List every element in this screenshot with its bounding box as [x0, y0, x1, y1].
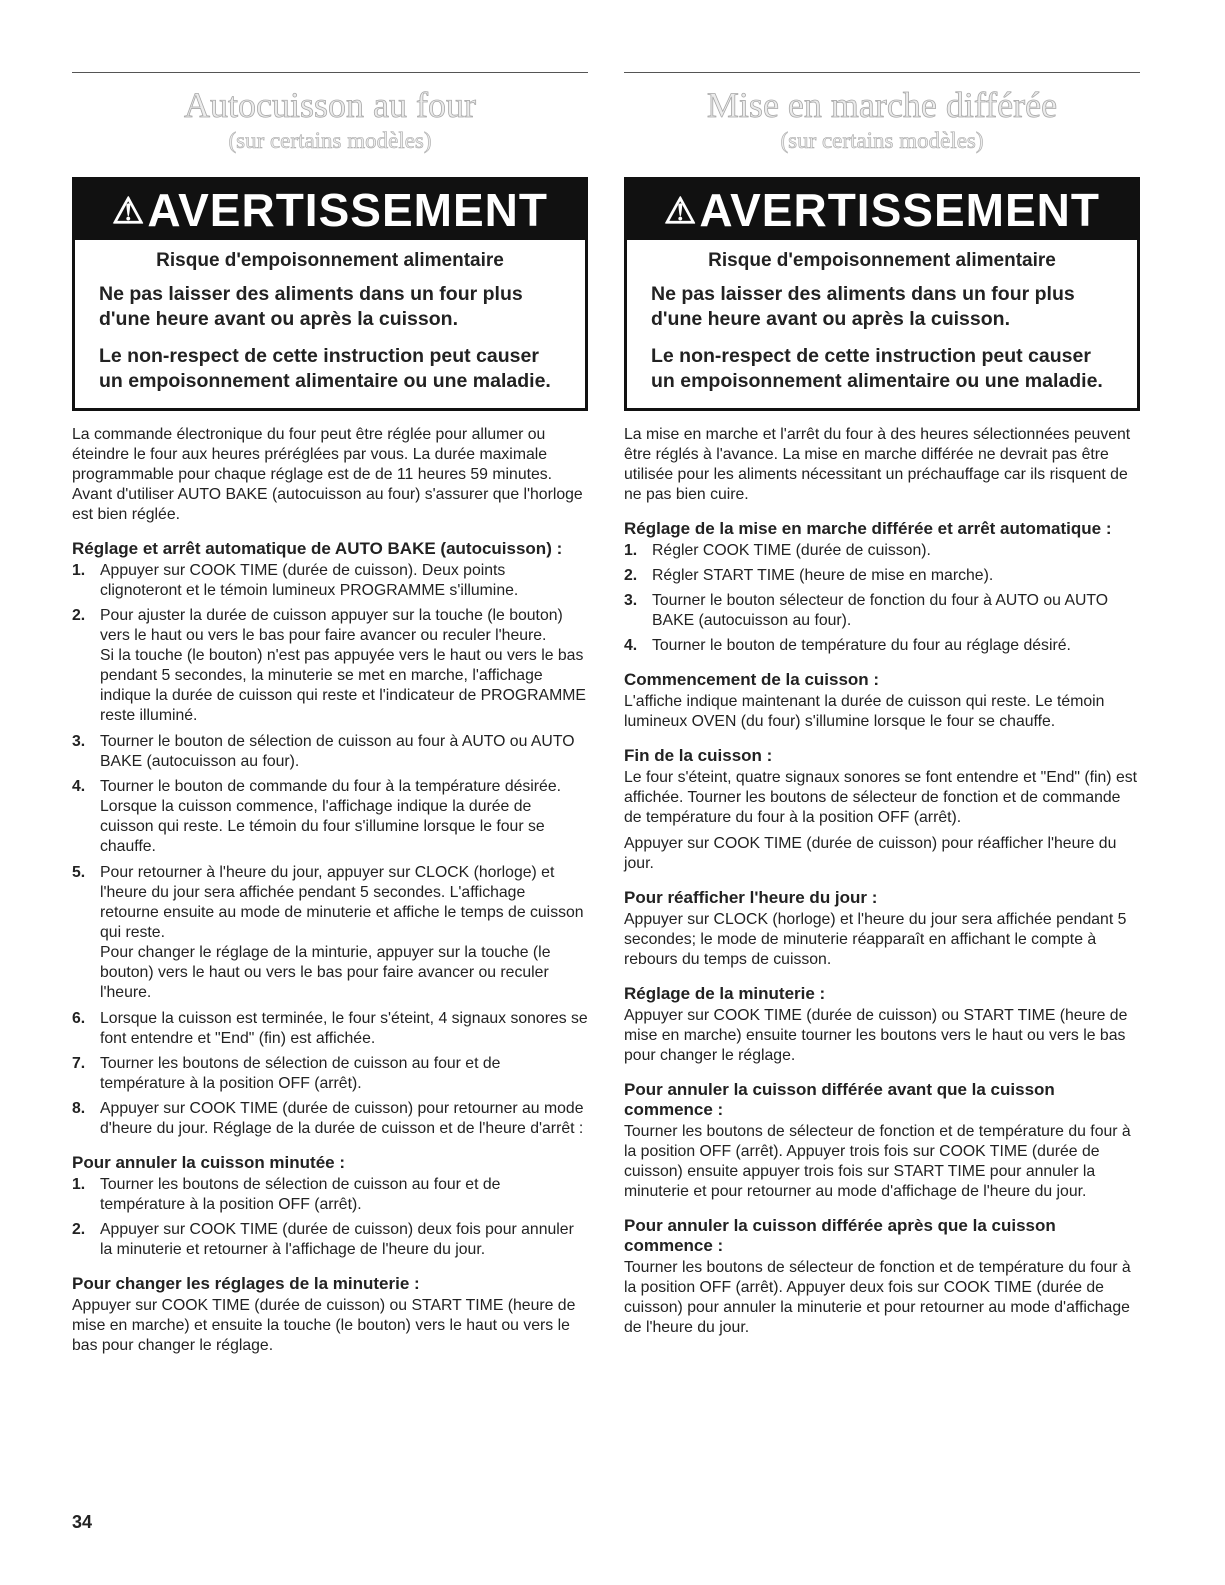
list-number: 8.: [72, 1100, 86, 1117]
list-number: 6.: [72, 1010, 86, 1027]
list-number: 1.: [72, 1176, 86, 1193]
list-item-text: Appuyer sur COOK TIME (durée de cuisson). Deux points clignoteront et le témoin lumineux PROGRAMME s'illumine.: [100, 562, 519, 599]
warning-paragraph: Ne pas laisser des aliments dans un four plus d'une heure avant ou après la cuisson.: [99, 283, 523, 330]
warning-box: [624, 177, 1140, 411]
top-rule: [72, 72, 588, 73]
list-item: [72, 1099, 588, 1139]
list-item: [624, 591, 1140, 631]
section-subtitle: (sur certains modèles): [780, 128, 984, 153]
numbered-list: [72, 561, 588, 1139]
list-number: 3.: [72, 733, 86, 750]
paragraph: Appuyer sur COOK TIME (durée de cuisson) pour réafficher l'heure du jour.: [624, 835, 1117, 872]
list-item: [72, 606, 588, 726]
paragraph: La mise en marche et l'arrêt du four à des heures sélectionnées peuvent être réglés à l'avance. La mise en marche différée ne devrait pas être utilisée pour les aliments nécessitant un préchauffage car ils risquent de ne pas bien cuire.: [624, 426, 1131, 503]
list-number: 2.: [72, 1221, 86, 1238]
warning-triangle-icon: ⚠: [664, 190, 698, 231]
warning-triangle-icon: ⚠: [112, 190, 146, 231]
list-item: [72, 863, 588, 1003]
list-item: [72, 777, 588, 857]
list-item: [72, 561, 588, 601]
list-item: [72, 1009, 588, 1049]
list-number: 4.: [72, 778, 86, 795]
warning-box: [72, 177, 588, 411]
warning-subheading: Risque d'empoisonnement alimentaire: [156, 250, 504, 271]
section-title: Mise en marche différée: [706, 85, 1058, 125]
list-item-text: Tourner les boutons de sélection de cuisson au four et de température à la position OFF (arrêt).: [100, 1176, 501, 1213]
warning-header: [627, 180, 1137, 240]
list-item-text: Tourner les boutons de sélection de cuisson au four et de température à la position OFF (arrêt).: [100, 1055, 501, 1092]
paragraph: Appuyer sur CLOCK (horloge) et l'heure du jour sera affichée pendant 5 secondes; le mode de minuterie réapparaît en affichant le compte à rebours du temps de cuisson.: [624, 911, 1127, 968]
list-item-text: Tourner le bouton de commande du four à la température désirée.: [100, 778, 562, 795]
list-item: [624, 636, 1140, 656]
paragraph: L'affiche indique maintenant la durée de cuisson qui reste. Le témoin lumineux OVEN (du four) s'illumine lorsque le four se chauffe.: [624, 693, 1105, 730]
list-item-text: Appuyer sur COOK TIME (durée de cuisson) pour retourner au mode d'heure du jour. Réglage de la durée de cuisson et de l'heure d'arrêt :: [100, 1100, 584, 1137]
list-item-text: Appuyer sur COOK TIME (durée de cuisson) deux fois pour annuler la minuterie et retourner à l'affichage de l'heure du jour.: [100, 1221, 574, 1258]
paragraph: Appuyer sur COOK TIME (durée de cuisson) ou START TIME (heure de mise en marche) et ensuite la touche (le bouton) vers le haut ou vers le bas pour changer le réglage.: [72, 1297, 576, 1354]
warning-heading: AVERTISSEMENT: [699, 184, 1100, 236]
list-item-note: Pour changer le réglage de la minturie, appuyer sur la touche (le bouton) vers le haut ou vers le bas pour faire avancer ou reculer l'heure.: [100, 944, 551, 1001]
list-item: [624, 541, 1140, 561]
numbered-list: [72, 1175, 588, 1260]
subheading: Réglage de la minuterie :: [624, 984, 826, 1003]
warning-body: [627, 240, 1137, 408]
numbered-list: [624, 541, 1140, 656]
body-text: [624, 425, 1140, 1338]
list-number: 1.: [72, 562, 86, 579]
warning-paragraph: Ne pas laisser des aliments dans un four plus d'une heure avant ou après la cuisson.: [651, 283, 1075, 330]
subheading: Réglage et arrêt automatique de AUTO BAKE (autocuisson) :: [72, 539, 563, 558]
list-item: [72, 1054, 588, 1094]
subheading: Commencement de la cuisson :: [624, 670, 880, 689]
warning-subheading: Risque d'empoisonnement alimentaire: [708, 250, 1056, 271]
list-number: 2.: [624, 567, 638, 584]
list-item-text: Tourner le bouton de température du four au réglage désiré.: [652, 637, 1071, 654]
list-item-text: Pour retourner à l'heure du jour, appuyer sur CLOCK (horloge) et l'heure du jour sera affichée pendant 5 secondes. L'affichage retourne ensuite au mode de minuterie et affiche le temps de cuisson qui reste.: [100, 864, 584, 941]
warning-body: [75, 240, 585, 408]
list-item-text: Régler START TIME (heure de mise en marche).: [652, 567, 994, 584]
top-rule: [624, 72, 1140, 73]
list-item: [72, 732, 588, 772]
list-item: [72, 1220, 588, 1260]
warning-paragraph: Le non-respect de cette instruction peut causer un empoisonnement alimentaire ou une maladie.: [99, 345, 551, 392]
paragraph: La commande électronique du four peut être réglée pour allumer ou éteindre le four aux heures préréglées par vous. La durée maximale programmable pour chaque réglage est de de 11 heures 59 minutes. Avant d'utiliser AUTO BAKE (autocuisson au four) s'assurer que l'horloge est bien réglée.: [72, 426, 583, 523]
right-column: [624, 0, 1140, 1344]
paragraph: Le four s'éteint, quatre signaux sonores se font entendre et "End" (fin) est affichée. Tourner les boutons de sélecteur de fonction et de commande de température du four à la position OFF (arrêt).: [624, 769, 1138, 826]
list-item-note: Si la touche (le bouton) n'est pas appuyée vers le haut ou vers le bas pendant 5 secondes, la minuterie se met en marche, l'affichage indique la durée de cuisson qui reste et l'indicateur de PROGRAMME reste illuminé.: [100, 647, 586, 724]
paragraph: Tourner les boutons de sélecteur de fonction et de température du four à la position OFF (arrêt). Appuyer deux fois sur COOK TIME (durée de cuisson) pour annuler la minuterie et pour retourner au mode d'affichage de l'heure du jour.: [624, 1259, 1131, 1336]
section-title: Autocuisson au four: [184, 85, 476, 125]
section-subtitle: (sur certains modèles): [228, 128, 432, 153]
list-item-text: Tourner le bouton sélecteur de fonction du four à AUTO ou AUTO BAKE (autocuisson au four).: [652, 592, 1109, 629]
warning-paragraph: Le non-respect de cette instruction peut causer un empoisonnement alimentaire ou une maladie.: [651, 345, 1103, 392]
subheading: Réglage de la mise en marche différée et arrêt automatique :: [624, 519, 1112, 538]
paragraph: Tourner les boutons de sélecteur de fonction et de température du four à la position OFF (arrêt). Appuyer trois fois sur COOK TIME (durée de cuisson) ensuite appuyer trois fois sur START TIME pour annuler la minuterie et pour retourner au mode d'affichage de l'heure du jour.: [624, 1123, 1131, 1200]
list-number: 7.: [72, 1055, 86, 1072]
list-item: [72, 1175, 588, 1215]
list-number: 4.: [624, 637, 638, 654]
list-item-text: Tourner le bouton de sélection de cuisson au four à AUTO ou AUTO BAKE (autocuisson au four).: [100, 733, 575, 770]
list-item-text: Lorsque la cuisson est terminée, le four s'éteint, 4 signaux sonores se font entendre et "End" (fin) est affichée.: [100, 1010, 588, 1047]
list-number: 1.: [624, 542, 638, 559]
subheading: Pour changer les réglages de la minuterie :: [72, 1274, 420, 1293]
list-number: 3.: [624, 592, 638, 609]
subheading: Pour annuler la cuisson minutée :: [72, 1153, 345, 1172]
paragraph: Appuyer sur COOK TIME (durée de cuisson) ou START TIME (heure de mise en marche) ensuite tourner les boutons vers le haut ou vers le bas pour changer le réglage.: [624, 1007, 1128, 1064]
subheading: Pour réafficher l'heure du jour :: [624, 888, 878, 907]
list-item-text: Régler COOK TIME (durée de cuisson).: [652, 542, 931, 559]
list-item: [624, 566, 1140, 586]
list-number: 5.: [72, 864, 86, 881]
left-column: [72, 0, 588, 1362]
subheading: Fin de la cuisson :: [624, 746, 773, 765]
warning-heading: AVERTISSEMENT: [147, 184, 548, 236]
subheading: Pour annuler la cuisson différée après que la cuisson commence :: [624, 1216, 1056, 1255]
page-number: 34: [72, 1512, 93, 1532]
body-text: [72, 425, 588, 1356]
subheading: Pour annuler la cuisson différée avant que la cuisson commence :: [624, 1080, 1055, 1119]
warning-header: [75, 180, 585, 240]
list-item-text: Pour ajuster la durée de cuisson appuyer sur la touche (le bouton) vers le haut ou vers le bas pour faire avancer ou reculer l'heure.: [100, 607, 563, 644]
list-item-note: Lorsque la cuisson commence, l'affichage indique la durée de cuisson qui reste. Le témoin du four s'illumine lorsque le four se chauffe.: [100, 798, 545, 855]
list-number: 2.: [72, 607, 86, 624]
